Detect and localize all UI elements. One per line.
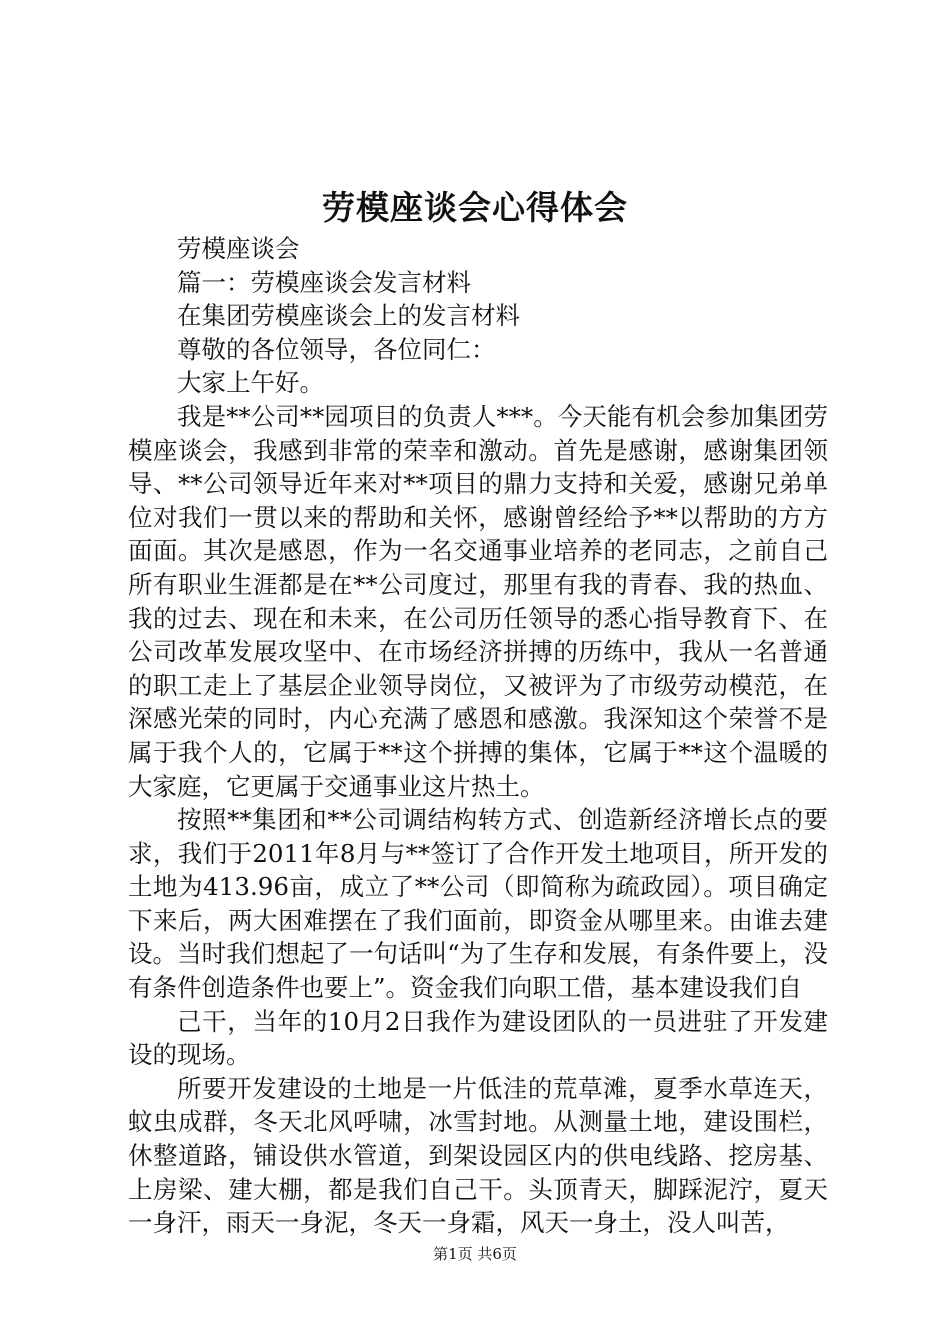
document-body: [128, 232, 828, 1240]
paragraph-article-title: 篇一：劳模座谈会发言材料: [177, 267, 471, 297]
page-footer: 第1页 共6页: [433, 1245, 517, 1263]
document-title: 劳模座谈会心得体会: [322, 188, 628, 227]
paragraph-greeting: 大家上午好。: [177, 368, 324, 398]
paragraph-heading: 劳模座谈会: [177, 234, 300, 263]
paragraph-body: 我是**公司**园项目的负责人***。今天能有机会参加集团劳模座谈会，我感到非常的荣幸和激动。首先是感谢，感谢集团领导、**公司领导近年来对**项目的鼎力支持和关爱，感谢兄弟单位对我们一贯以来的帮助和关怀，感谢曾经给予**以帮助的方方面面。其次是感恩，作为一名交通事业培养的老同志，之前自己所有职业生涯都是在**公司度过，那里有我的青春、我的热血、我的过去、现在和未来，在公司历任领导的悉心指导教育下、在公司改革发展攻坚中、在市场经济拼搏的历练中，我从一名普通的职工走上了基层企业领导岗位，又被评为了市级劳动模范，在深感光荣的同时，内心充满了感恩和感激。我深知这个荣誉不是属于我个人的，它属于**这个拼搏的集体，它属于**这个温暖的大家庭，它更属于交通事业这片热土。: [128, 401, 828, 801]
paragraph-salutation: 尊敬的各位领导，各位同仁：: [177, 334, 496, 364]
paragraph-speech-title: 在集团劳模座谈会上的发言材料: [177, 301, 520, 331]
paragraph-body: 按照**集团和**公司调结构转方式、创造新经济增长点的要求，我们于2011年8月与**签订了合作开发土地项目，所开发的土地为413.96亩，成立了**公司（即简称为疏政园）。项目确定下来后，两大困难摆在了我们面前，即资金从哪里来。由谁去建设。当时我们想起了一句话叫“为了生存和发展，有条件要上，没有条件创造条件也要上”。资金我们向职工借，基本建设我们自: [128, 805, 828, 1003]
paragraph-body: 所要开发建设的土地是一片低洼的荒草滩，夏季水草连天，蚊虫成群，冬天北风呼啸，冰雪封地。从测量土地，建设围栏，休整道路，铺设供水管道，到架设园区内的供电线路、挖房基、上房梁、建大棚，都是我们自己干。头顶青天，脚踩泥泞，夏天一身汗，雨天一身泥，冬天一身霜，风天一身土，没人叫苦，: [128, 1073, 828, 1238]
paragraph-body: 己干，当年的10月2日我作为建设团队的一员进驻了开发建设的现场。: [128, 1006, 828, 1070]
